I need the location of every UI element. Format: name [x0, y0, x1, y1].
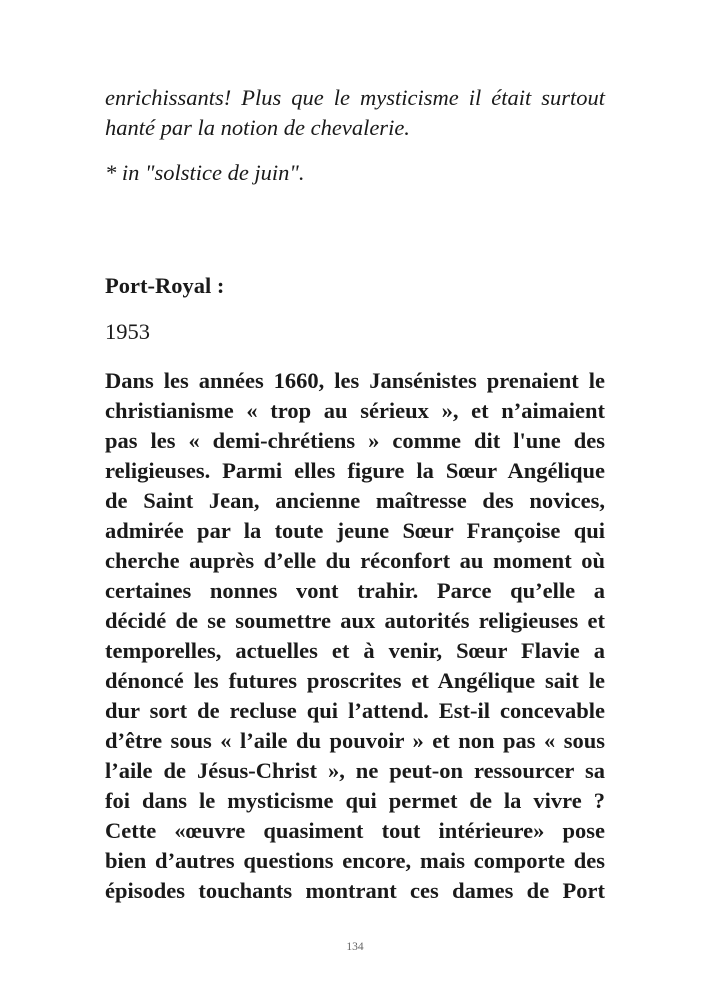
body-line: religieuses. Parmi elles figure la Sœur Angélique: [105, 458, 605, 483]
section-heading: Port-Royal :: [105, 273, 225, 298]
body-line: foi dans le mysticisme qui permet de la vivre ?: [105, 788, 605, 813]
body-line: admirée par la toute jeune Sœur Françoise qui: [105, 518, 605, 543]
body-line: Cette «œuvre quasiment tout intérieure» pose: [105, 818, 605, 843]
body-line: Dans les années 1660, les Jansénistes prenaient le: [105, 368, 605, 393]
body-line: d’être sous « l’aile du pouvoir » et non pas « sous: [105, 728, 605, 753]
section-year: 1953: [105, 319, 150, 344]
document-page: [105, 0, 605, 992]
body-line: l’aile de Jésus-Christ », ne peut-on ressourcer sa: [105, 758, 605, 783]
body-line: cherche auprès d’elle du réconfort au moment où: [105, 548, 605, 573]
body-line: dénoncé les futures proscrites et Angélique sait le: [105, 668, 605, 693]
body-line: dur sort de recluse qui l’attend. Est-il concevable: [105, 698, 605, 723]
body-line: christianisme « trop au sérieux », et n’aimaient: [105, 398, 605, 423]
body-line: certaines nonnes vont trahir. Parce qu’elle a: [105, 578, 605, 603]
body-line: temporelles, actuelles et à venir, Sœur Flavie a: [105, 638, 605, 663]
intro-line: hanté par la notion de chevalerie.: [105, 115, 410, 140]
intro-line: enrichissants! Plus que le mysticisme il était surtout: [105, 85, 605, 110]
body-line: pas les « demi-chrétiens » comme dit l'une des: [105, 428, 605, 453]
body-line: bien d’autres questions encore, mais comporte des: [105, 848, 605, 873]
footnote: * in "solstice de juin".: [105, 160, 305, 185]
body-line: de Saint Jean, ancienne maîtresse des novices,: [105, 488, 605, 513]
body-line: épisodes touchants montrant ces dames de Port: [105, 878, 605, 903]
page-number: 134: [346, 941, 364, 953]
body-line: décidé de se soumettre aux autorités religieuses et: [105, 608, 605, 633]
